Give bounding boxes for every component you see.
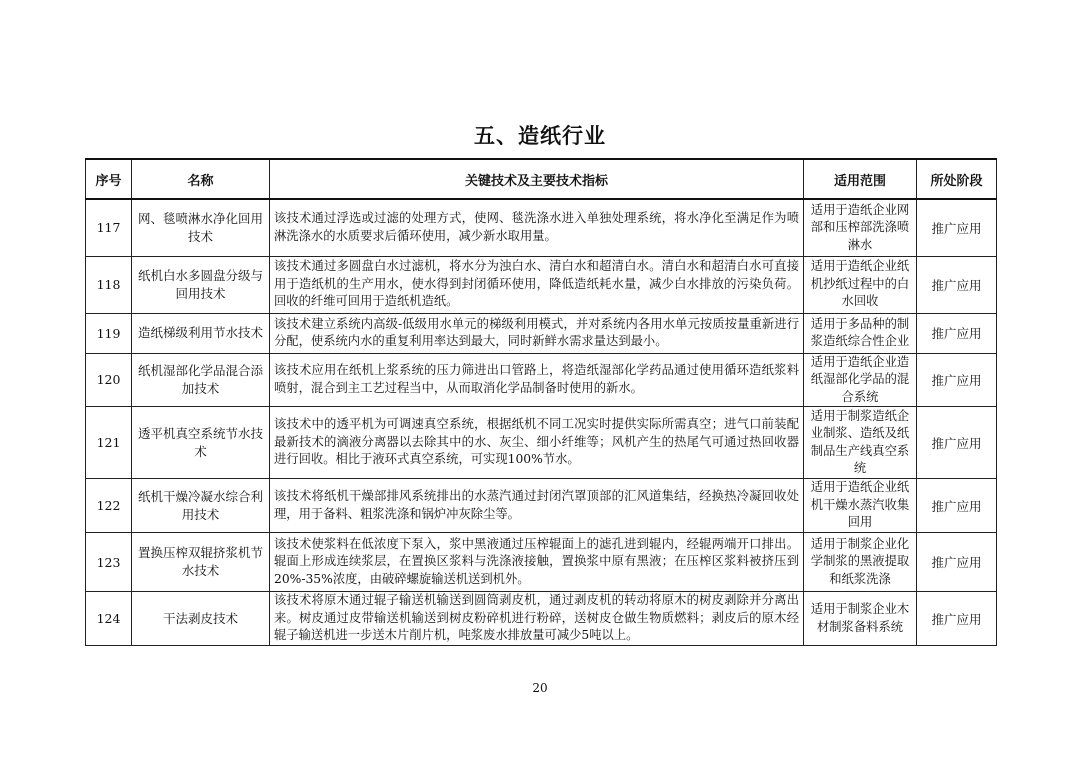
row-stage: 推广应用 [917, 256, 997, 313]
row-scope: 适用于造纸企业造纸湿部化学品的混合系统 [804, 353, 917, 407]
page-number: 20 [532, 681, 548, 695]
row-desc: 该技术建立系统内高级-低级用水单元的梯级利用模式，并对系统内各用水单元按质按量重新进行分配，使系统内水的重复利用率达到最大，同时新鲜水需求量达到最小。 [270, 313, 804, 353]
row-no: 118 [86, 256, 132, 313]
row-scope: 适用于造纸企业网部和压榨部洗涤喷淋水 [804, 199, 917, 256]
table-row [86, 256, 997, 313]
row-scope: 适用于造纸企业纸机干燥水蒸汽收集回用 [804, 479, 917, 533]
row-desc: 该技术通过浮选或过滤的处理方式，使网、毯洗涤水进入单独处理系统，将水净化至满足作为喷淋洗涤水的水质要求后循环使用，减少新水取用量。 [270, 199, 804, 256]
row-scope: 适用于制浆企业木材制浆备料系统 [804, 592, 917, 646]
header-stage: 所处阶段 [917, 159, 997, 199]
page-title: 五、造纸行业 [474, 124, 606, 148]
row-name: 纸机白水多圆盘分级与回用技术 [132, 256, 270, 313]
row-desc: 该技术中的透平机为可调速真空系统，根据纸机不同工况实时提供实际所需真空；进气口前装配最新技术的滴液分离器以去除其中的水、灰尘、细小纤维等；风机产生的热尾气可通过热回收器进行回收。相比于液环式真空系统，可实现100%节水。 [270, 407, 804, 479]
row-name: 置换压榨双辊挤浆机节水技术 [132, 533, 270, 592]
row-stage: 推广应用 [917, 533, 997, 592]
row-desc: 该技术使浆料在低浓度下泵入，浆中黑液通过压榨辊面上的滤孔进到辊内，经辊两端开口排出。辊面上形成连续浆层，在置换区浆料与洗涤液接触，置换浆中原有黑液；在压榨区浆料被挤压到20%-35%浓度，由破碎螺旋输送机送到机外。 [270, 533, 804, 592]
row-stage: 推广应用 [917, 407, 997, 479]
technology-table [85, 158, 997, 646]
row-name: 造纸梯级利用节水技术 [132, 313, 270, 353]
row-stage: 推广应用 [917, 479, 997, 533]
header-desc: 关键技术及主要技术指标 [270, 159, 804, 199]
header-no: 序号 [86, 159, 132, 199]
row-no: 121 [86, 407, 132, 479]
row-scope: 适用于制浆企业化学制浆的黑液提取和纸浆洗涤 [804, 533, 917, 592]
row-desc: 该技术应用在纸机上浆系统的压力筛进出口管路上，将造纸湿部化学药品通过使用循环造纸浆料喷射，混合到主工艺过程当中，从而取消化学品制备时使用的新水。 [270, 353, 804, 407]
row-name: 纸机湿部化学品混合添加技术 [132, 353, 270, 407]
row-stage: 推广应用 [917, 199, 997, 256]
row-no: 119 [86, 313, 132, 353]
table-row [86, 353, 997, 407]
row-no: 124 [86, 592, 132, 646]
row-name: 干法剥皮技术 [132, 592, 270, 646]
row-name: 透平机真空系统节水技术 [132, 407, 270, 479]
table-row [86, 592, 997, 646]
row-no: 123 [86, 533, 132, 592]
row-stage: 推广应用 [917, 592, 997, 646]
row-scope: 适用于制浆造纸企业制浆、造纸及纸制品生产线真空系统 [804, 407, 917, 479]
table-row [86, 479, 997, 533]
table-row [86, 533, 997, 592]
header-name: 名称 [132, 159, 270, 199]
row-scope: 适用于多品种的制浆造纸综合性企业 [804, 313, 917, 353]
table-row [86, 199, 997, 256]
table-row [86, 407, 997, 479]
row-no: 122 [86, 479, 132, 533]
row-desc: 该技术将原木通过辊子输送机输送到圆筒剥皮机，通过剥皮机的转动将原木的树皮剥除并分离出来。树皮通过皮带输送机输送到树皮粉碎机进行粉碎，送树皮仓做生物质燃料；剥皮后的原木经辊子输送机进一步送木片削片机，吨浆废水排放量可减少5吨以上。 [270, 592, 804, 646]
row-no: 117 [86, 199, 132, 256]
row-desc: 该技术通过多圆盘白水过滤机，将水分为浊白水、清白水和超清白水。清白水和超清白水可直接用于造纸机的生产用水，使水得到封闭循环使用，降低造纸耗水量，减少白水排放的污染负荷。回收的纤维可回用于造纸机造纸。 [270, 256, 804, 313]
row-name: 网、毯喷淋水净化回用技术 [132, 199, 270, 256]
table-row [86, 313, 997, 353]
row-stage: 推广应用 [917, 353, 997, 407]
header-scope: 适用范围 [804, 159, 917, 199]
row-desc: 该技术将纸机干燥部排风系统排出的水蒸汽通过封闭汽罩顶部的汇风道集结，经换热冷凝回收处理，用于备料、粗浆洗涤和锅炉冲灰除尘等。 [270, 479, 804, 533]
table-header-row [86, 159, 997, 199]
row-scope: 适用于造纸企业纸机抄纸过程中的白水回收 [804, 256, 917, 313]
row-no: 120 [86, 353, 132, 407]
row-name: 纸机干燥冷凝水综合利用技术 [132, 479, 270, 533]
row-stage: 推广应用 [917, 313, 997, 353]
